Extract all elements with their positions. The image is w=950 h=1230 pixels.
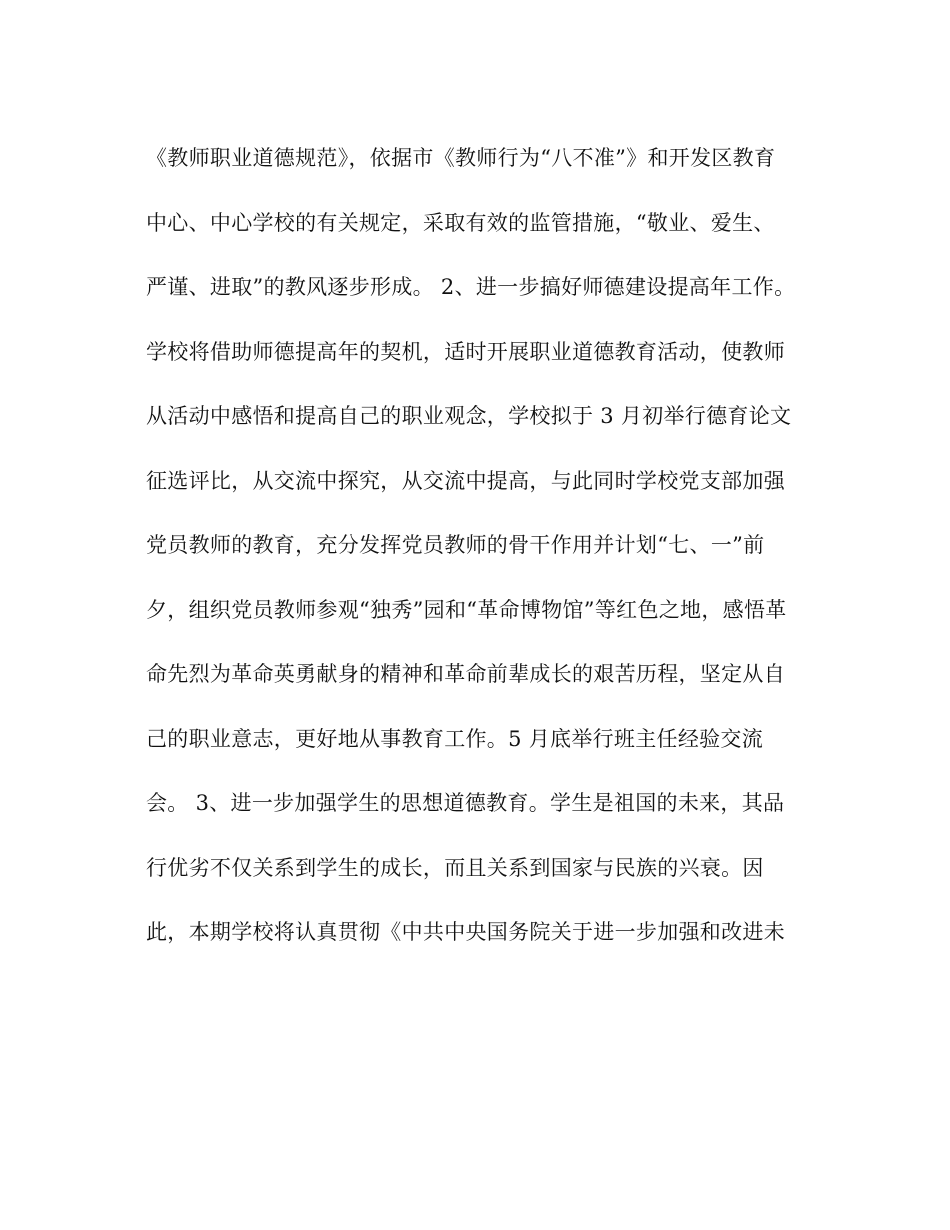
text-line: 从活动中感悟和提高自己的职业观念，学校拟于 3 月初举行德育论文 xyxy=(146,404,792,428)
text-line: 征选评比，从交流中探究，从交流中提高，与此同时学校党支部加强 xyxy=(146,468,785,493)
text-line: 中心、中心学校的有关规定，采取有效的监管措施，“敬业、爱生、 xyxy=(146,210,775,235)
text-line: 命先烈为革命英勇献身的精神和革命前辈成长的艰苦历程，坚定从自 xyxy=(146,662,785,686)
text-line: 学校将借助师德提高年的契机，适时开展职业道德教育活动，使教师 xyxy=(146,339,785,364)
body-text xyxy=(146,138,826,977)
text-line: 会。 3、进一步加强学生的思想道德教育。学生是祖国的未来，其品 xyxy=(146,791,785,815)
text-line: 己的职业意志，更好地从事教育工作。5 月底举行班主任经验交流 xyxy=(146,726,764,751)
text-line: 严谨、进取”的教风逐步形成。 2、进一步搞好师德建设提高年工作。 xyxy=(146,275,796,299)
text-line: 《教师职业道德规范》，依据市《教师行为“八不准”》和开发区教育 xyxy=(146,146,776,170)
text-line: 行优劣不仅关系到学生的成长，而且关系到国家与民族的兴衰。因 xyxy=(146,855,764,880)
text-line: 党员教师的教育，充分发挥党员教师的骨干作用并计划“七、一”前 xyxy=(146,533,765,557)
text-line: 夕，组织党员教师参观“独秀”园和“革命博物馆”等红色之地，感悟革 xyxy=(146,597,787,622)
text-line: 此，本期学校将认真贯彻《中共中央国务院关于进一步加强和改进未 xyxy=(146,920,785,944)
